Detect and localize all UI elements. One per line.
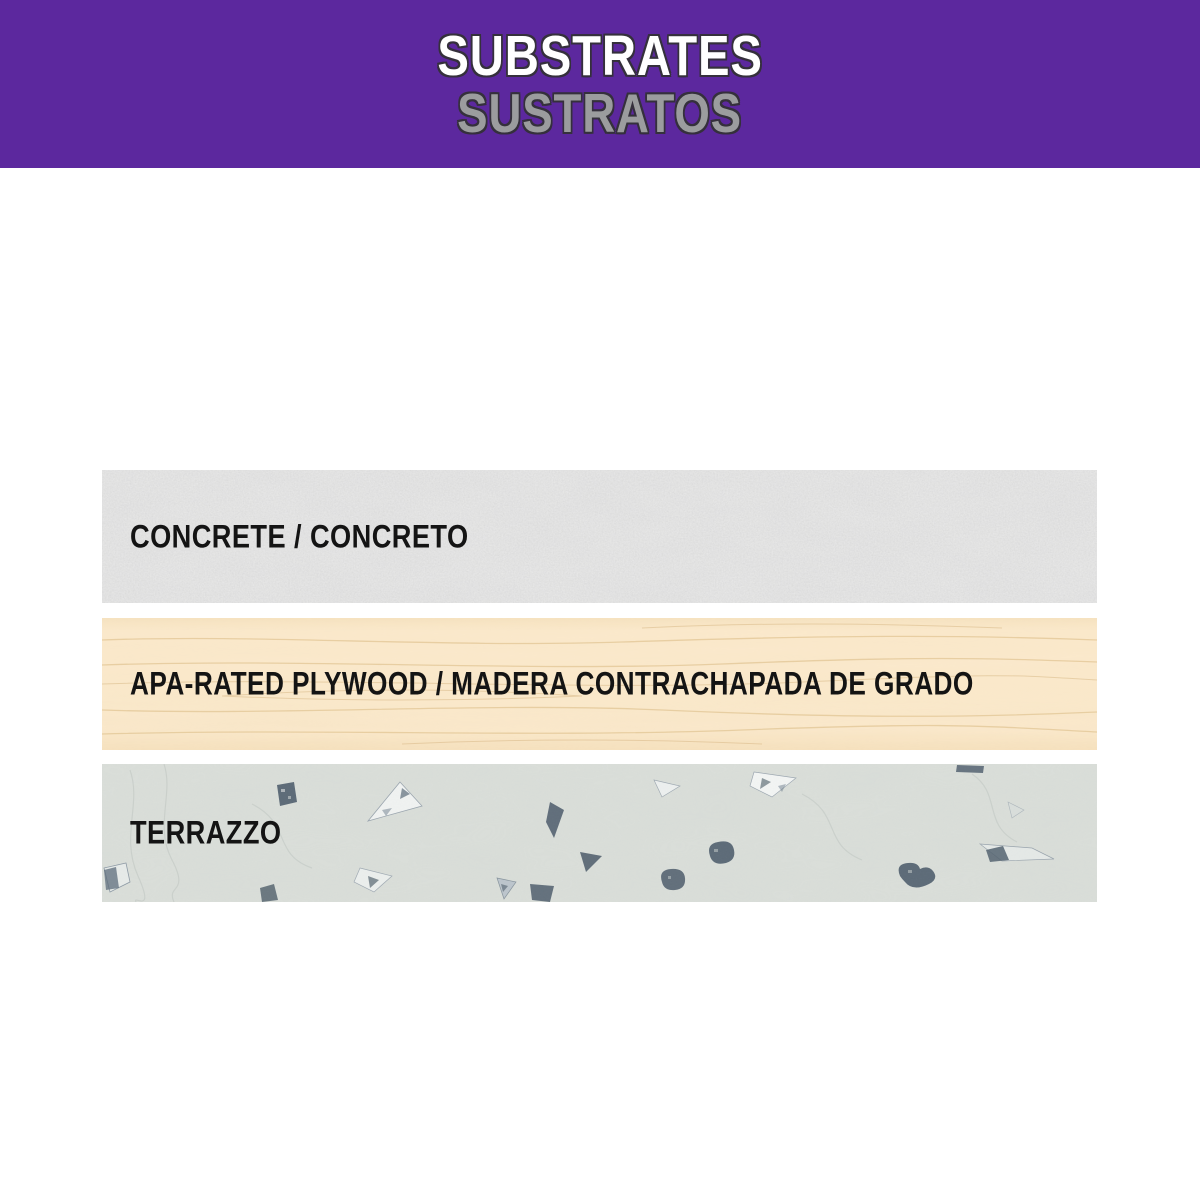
substrate-label-concrete: CONCRETE / CONCRETO: [130, 518, 469, 554]
substrate-bar-terrazzo: [102, 764, 1097, 902]
substrate-label-terrazzo: TERRAZZO: [130, 814, 282, 851]
header-banner: [0, 0, 1200, 168]
substrate-bar-concrete: [102, 470, 1097, 603]
page-title: SUBSTRATES: [437, 23, 763, 88]
substrate-label-plywood: APA-RATED PLYWOOD / MADERA CONTRACHAPADA DE GRADO: [130, 665, 974, 702]
page-title-spanish: SUSTRATOS: [457, 81, 743, 144]
substrate-bar-plywood: [102, 618, 1097, 750]
